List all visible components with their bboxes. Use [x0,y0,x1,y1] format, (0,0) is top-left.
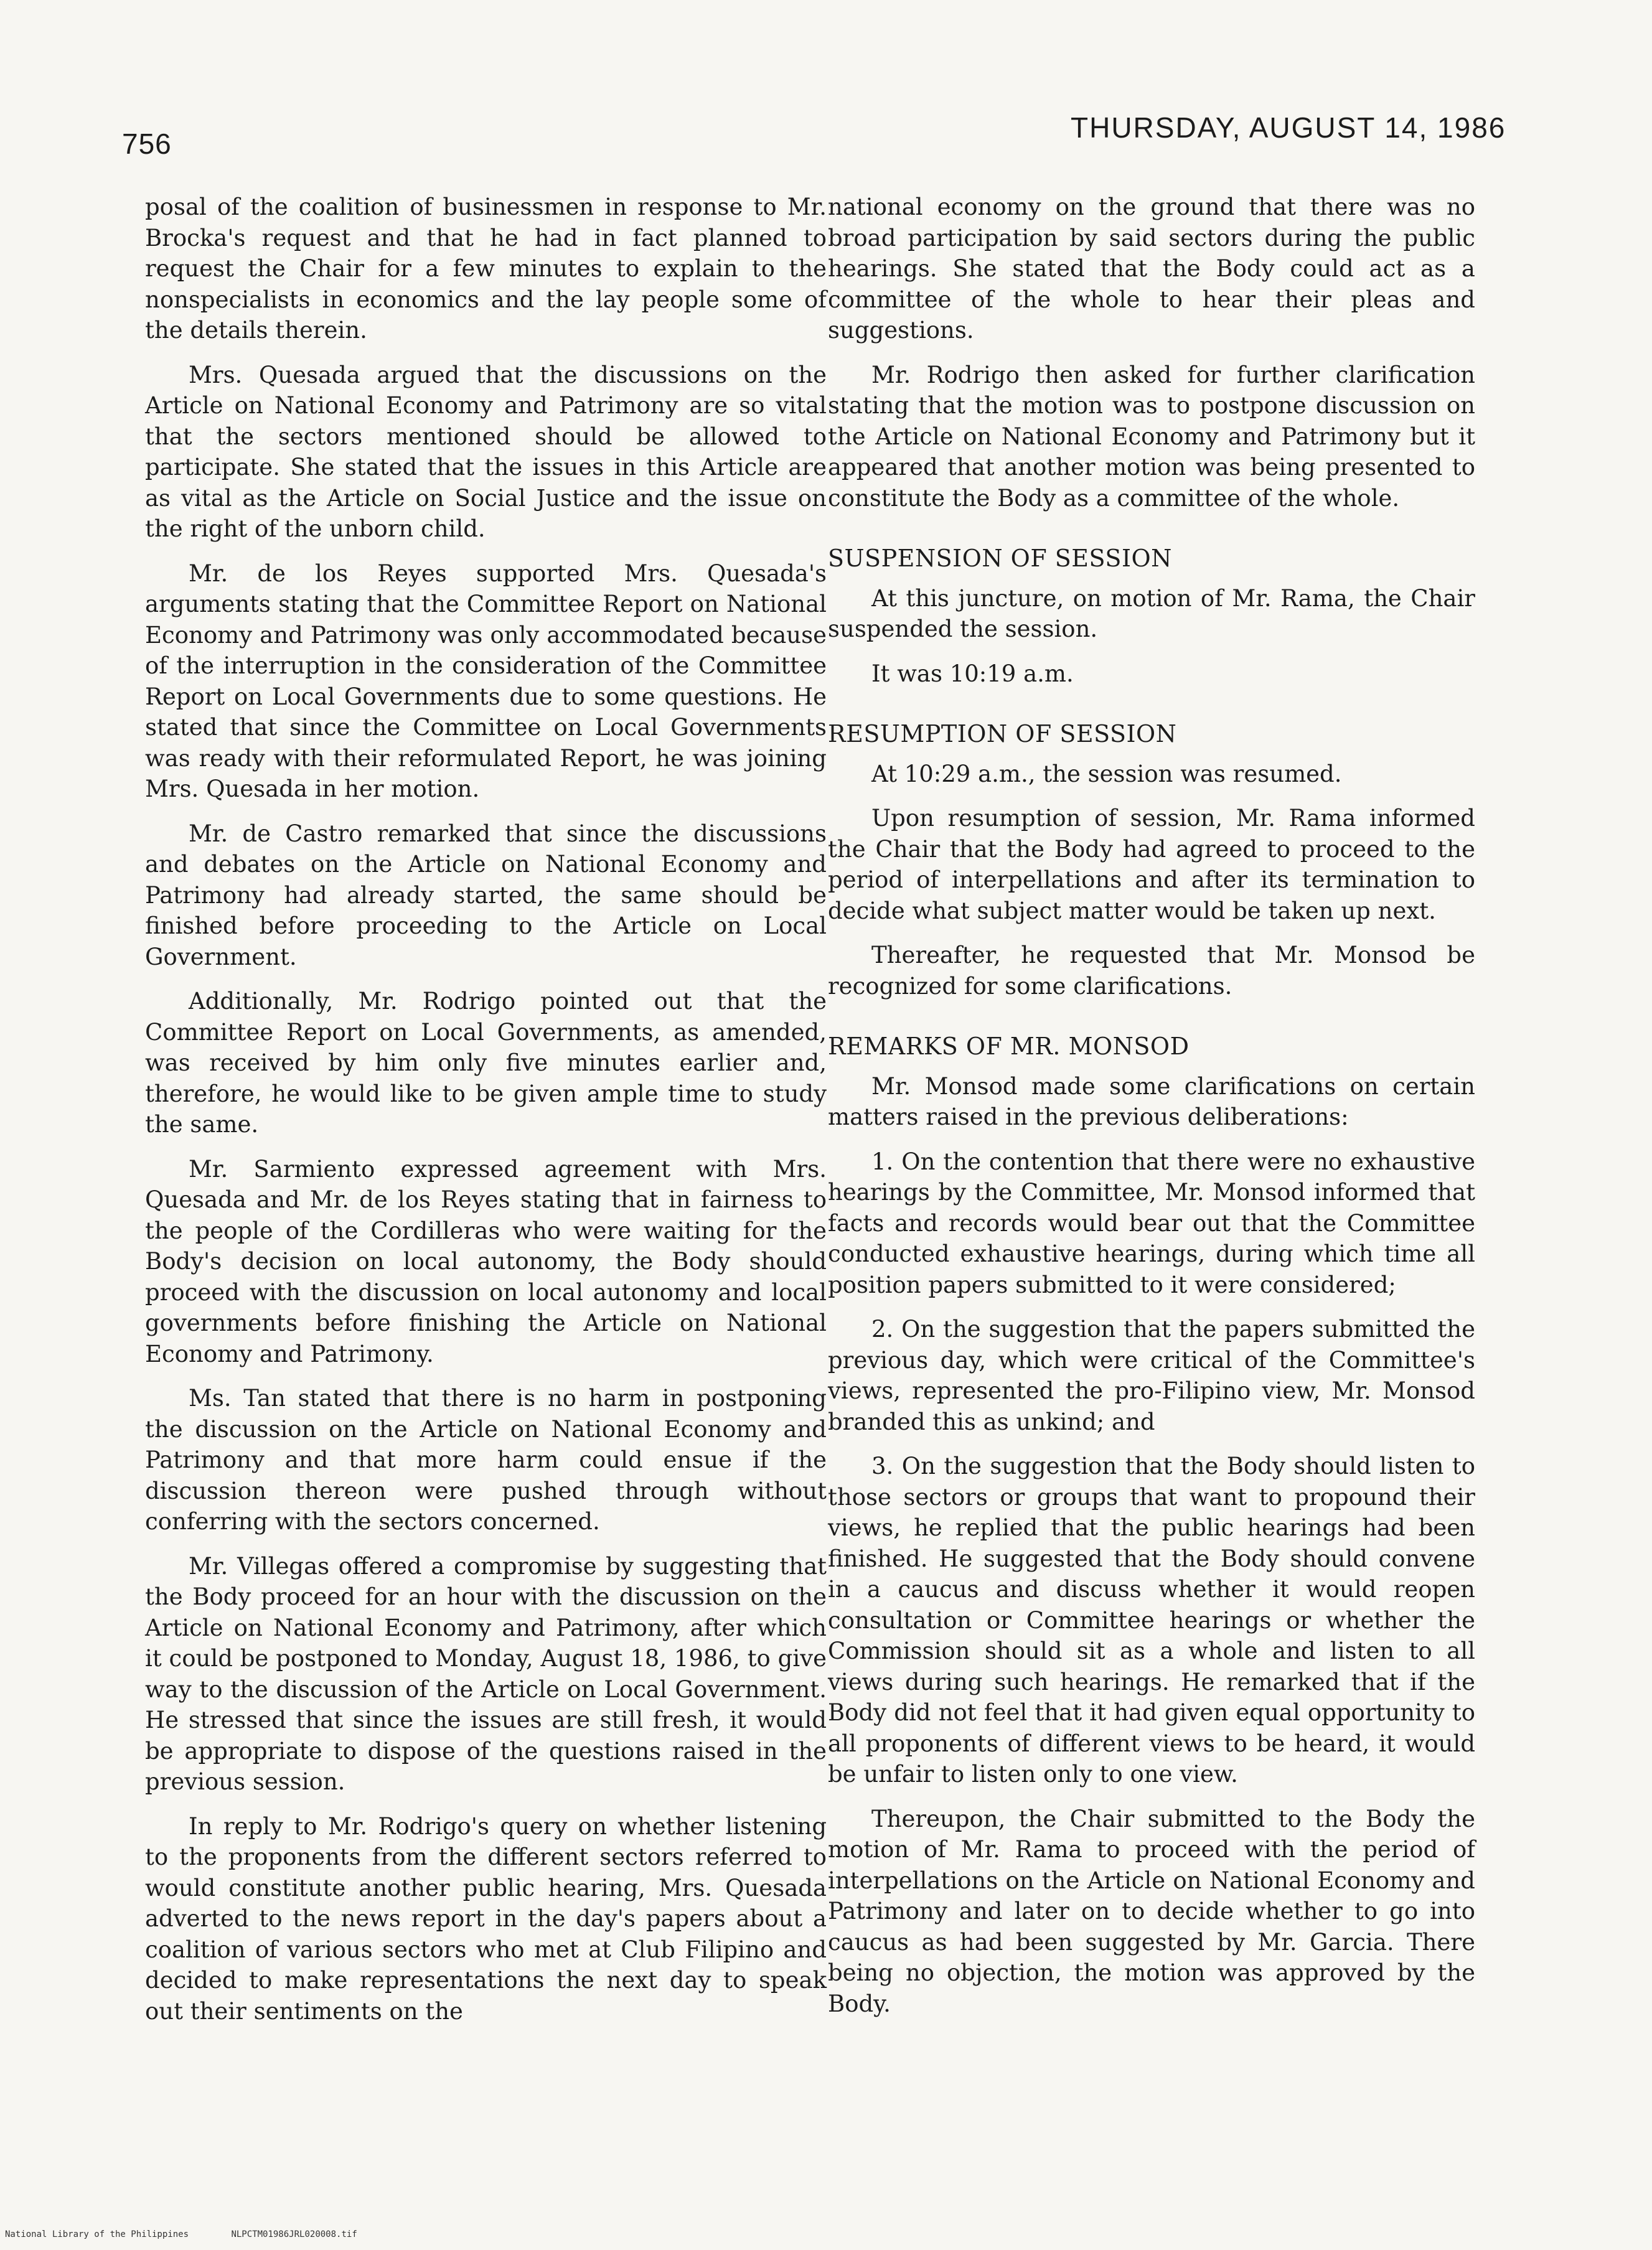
paragraph: Thereafter, he requested that Mr. Monsod be recognized for some clarifications. [828,942,1475,1000]
footer-file: NLPCTM01986JRL020008.tif [231,2229,357,2239]
running-head-date: THURSDAY, AUGUST 14, 1986 [1071,111,1506,144]
paragraph: It was 10:19 a.m. [871,660,1074,687]
paragraph: Mr. Monsod made some clarifications on certain matters raised in the previous deliberations: [828,1072,1475,1130]
paragraph: Ms. Tan stated that there is no harm in postponing the discussion on the Article on National Economy and Patrimony and that more harm could ensue if the discussion thereon were pushed through without conferring with the sectors concerned. [145,1385,827,1535]
paragraph: Mr. Sarmiento expressed agreement with Mrs. Quesada and Mr. de los Reyes stating that in fairness to the people of the Cordilleras who were waiting for the Body's decision on local autonomy, the Body should proceed with the discussion on local autonomy and local governments before finishing the Article on National Economy and Patrimony. [145,1155,827,1367]
paragraph: 3. On the suggestion that the Body should listen to those sectors or groups that want to propound their views, he replied that the public hearings had been finished. He suggested that the Body should convene in a caucus and discuss whether it would reopen consultation or Committee hearings or whether the Commission should sit as a whole and listen to all views during such hearings. He remarked that if the Body did not feel that it had given equal opportunity to all proponents of different views to be heard, it would be unfair to listen only to one view. [828,1453,1475,1788]
section-heading-resumption: RESUMPTION OF SESSION [828,720,1177,748]
paragraph: 1. On the contention that there were no exhaustive hearings by the Committee, Mr. Monsod informed that facts and records would bear out that the Committee conducted exhaustive hearings, during which time all position papers submitted to it were considered; [828,1148,1475,1298]
section-heading-remarks: REMARKS OF MR. MONSOD [828,1033,1190,1060]
paragraph: Additionally, Mr. Rodrigo pointed out that the Committee Report on Local Governments, as amended, was received by him only five minutes earlier and, therefore, he would like to be given ample time to study the same. [145,988,827,1138]
paragraph: 2. On the suggestion that the papers submitted the previous day, which were critical of the Committee's views, represented the pro-Filipino view, Mr. Monsod branded this as unkind; and [828,1316,1475,1435]
paragraph: Thereupon, the Chair submitted to the Body the motion of Mr. Rama to proceed with the period of interpellations on the Article on National Economy and Patrimony and later on to decide whether to go into caucus as had been suggested by Mr. Garcia. There being no objection, the motion was approved by the Body. [828,1805,1475,2017]
paragraph: Upon resumption of session, Mr. Rama informed the Chair that the Body had agreed to proceed to the period of interpellations and after its termination to decide what subject matter would be taken up next. [828,805,1475,924]
paragraph: Mr. de Castro remarked that since the discussions and debates on the Article on National Economy and Patrimony had already started, the same should be finished before proceeding to the Article on Local Government. [145,820,827,970]
right-column [828,192,1475,2033]
paragraph: In reply to Mr. Rodrigo's query on whether listening to the proponents from the different sectors referred to would constitute another public hearing, Mrs. Quesada adverted to the news report in the day's papers about a coalition of various sectors who met at Club Filipino and decided to make representations the next day to speak out their sentiments on the [145,1812,827,2025]
scan-footer [5,2229,357,2239]
footer-library: National Library of the Philippines [5,2229,189,2239]
section-heading-suspension: SUSPENSION OF SESSION [828,545,1172,572]
left-column [145,192,827,2040]
paragraph: At 10:29 a.m., the session was resumed. [871,760,1342,787]
paragraph: Mrs. Quesada argued that the discussions on the Article on National Economy and Patrimony are so vital that the sectors mentioned should be allowed to participate. She stated that the issues in this Article are as vital as the Article on Social Justice and the issue on the right of the unborn child. [145,361,827,542]
paragraph: national economy on the ground that there was no broad participation by said sectors during the public hearings. She stated that the Body could act as a committee of the whole to hear their pleas and suggestions. [828,194,1475,344]
paragraph: At this juncture, on motion of Mr. Rama, the Chair suspended the session. [828,584,1475,642]
paragraph: posal of the coalition of businessmen in response to Mr. Brocka's request and that he had in fact planned to request the Chair for a few minutes to explain to the nonspecialists in economics and the lay people some of the details therein. [145,194,827,344]
page-number: 756 [122,128,172,160]
paragraph: Mr. Villegas offered a compromise by suggesting that the Body proceed for an hour with the discussion on the Article on National Economy and Patrimony, after which it could be postponed to Monday, August 18, 1986, to give way to the discussion of the Article on Local Government. He stressed that since the issues are still fresh, it would be appropriate to dispose of the questions raised in the previous session. [145,1552,827,1795]
paragraph: Mr. de los Reyes supported Mrs. Quesada's arguments stating that the Committee Report on National Economy and Patrimony was only accommodated because of the interruption in the consideration of the Committee Report on Local Governments due to some questions. He stated that since the Committee on Local Governments was ready with their reformulated Report, he was joining Mrs. Quesada in her motion. [145,560,827,802]
paragraph: Mr. Rodrigo then asked for further clarification stating that the motion was to postpone discussion on the Article on National Economy and Patrimony but it appeared that another motion was being presented to constitute the Body as a committee of the whole. [828,361,1475,512]
